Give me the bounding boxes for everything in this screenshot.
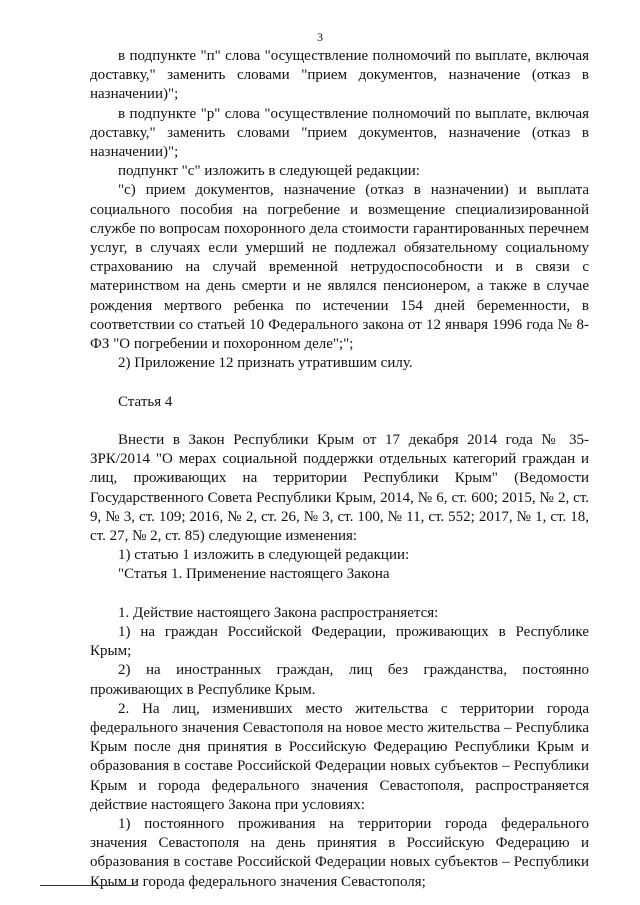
document-body [90,47,589,892]
page-number: 3 [317,30,323,44]
paragraph: "Статья 1. Применение настоящего Закона [118,566,390,583]
paragraph: подпункт "с" изложить в следующей редакции: [118,163,420,180]
paragraph: в подпункте "п" слова "осуществление полномочий по выплате, включая доставку," заменить словами "прием документов, назначение (отказ в назначении)"; [90,48,589,103]
paragraph: 2) Приложение 12 признать утратившим силу. [118,355,413,372]
paragraph: 1. Действие настоящего Закона распространяется: [118,604,439,621]
paragraph: 2. На лиц, изменивших место жительства с территории города федерального значения Севастополя на новое место жительства – Республика Крым после дня принятия в Российскую Федерацию Республики Крым и образования в составе Российской Федерации новых субъектов – Республики Крым и города федерального значения Севастополя, распространяется действие настоящего Закона при условиях: [90,700,589,813]
article-heading: Статья 4 [118,393,173,410]
paragraph: 2) на иностранных граждан, лиц без гражданства, постоянно проживающих в Республике Крым. [90,662,589,698]
paragraph: 1) постоянного проживания на территории города федерального значения Севастополя на день принятия в Российскую Федерацию и образования в составе Российской Федерации новых субъектов – Республики Крым и города федерального значения Севастополя; [90,816,589,890]
paragraph: в подпункте "р" слова "осуществление полномочий по выплате, включая доставку," заменить словами "прием документов, назначение (отказ в назначении)"; [90,105,589,161]
paragraph: "с) прием документов, назначение (отказ в назначении) и выплата социального пособия на погребение и возмещение специализированной службе по вопросам похоронного дела стоимости гарантированных перечнем услуг, в случаях если умерший не подлежал обязательному социальному страхованию на случай временной нетрудоспособности и в связи с материнством на день смерти и не являлся пенсионером, а также в случае рождения мертвого ребенка по истечении 154 дней беременности, в соответствии со статьей 10 Федерального закона от 12 января 1996 года № 8-ФЗ "О погребении и похоронном деле";"; [90,182,589,353]
paragraph: 1) на граждан Российской Федерации, проживающих в Республике Крым; [90,624,589,660]
footnote-divider [40,885,136,886]
paragraph: 1) статью 1 изложить в следующей редакции: [118,547,410,564]
paragraph: Внести в Закон Республики Крым от 17 декабря 2014 года № 35-ЗРК/2014 "О мерах социальной поддержки отдельных категорий граждан и лиц, проживающих на территории Республики Крым" (Ведомости Государственного Совета Республики Крым, 2014, № 6, ст. 600; 2015, № 2, ст. 9, № 3, ст. 109; 2016, № 2, ст. 26, № 3, ст. 100, № 11, ст. 552; 2017, № 1, ст. 18, ст. 27, № 2, ст. 85) следующие изменения: [90,432,589,545]
